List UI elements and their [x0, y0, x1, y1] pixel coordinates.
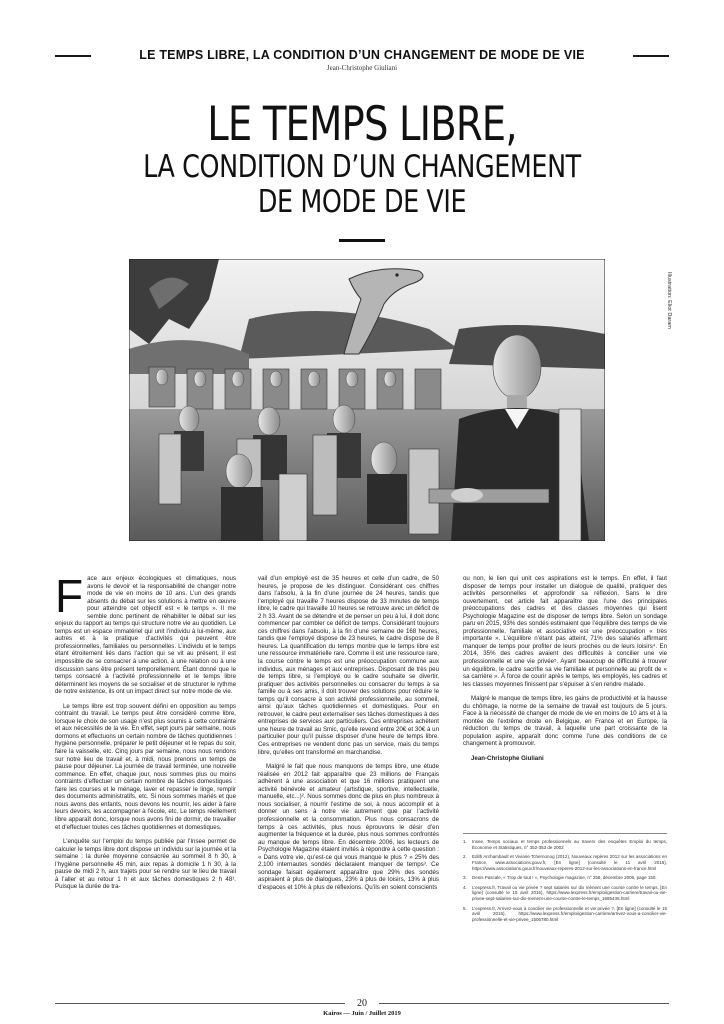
title-line-3: DE MODE DE VIE — [257, 184, 467, 220]
title-line-1: LE TEMPS LIBRE, — [207, 97, 517, 152]
footnotes-rule — [463, 833, 667, 834]
header-rule-left — [55, 55, 91, 57]
footnote: 1. Insee, Temps sociaux et temps professionnels au travers des enquêtes Emploi du temps, Économie et Statistiques, n° 352-353 de 2002 — [463, 839, 667, 850]
running-header — [55, 48, 669, 72]
article-column-2 — [258, 575, 439, 898]
drop-cap: F — [55, 570, 84, 622]
article-column-3 — [463, 575, 667, 926]
paragraph: ou non, le lien qui unit ces aspirations est le temps. En effet, il faut disposer de temps pour installer un dialogue de qualité, pratiquer des activités personnelles et approfondir sa réflexion. Sans le dire ouvertement, cet article fait apparaître que l’une des principales préoccupations des cadres et des classes moyennes qui lisent Psychologie Magazine est de disposer de temps libre. Selon un sondage paru en 2015, 93% des sondés estimaient que l’équilibre des temps de vie professionnelle, familiale et associative est une préoccupation « très importante ». L’équilibre n’étant pas atteint, 71% des salariés affirmant manquer de temps pour profiter de leurs proches ou de leurs loisirs⁴. En 2014, 35% des cadres avaient des difficultés à concilier une vie professionnelle et une vie privée⁵. Ayant beaucoup de difficulté à trouver un équilibre, le cadre sacrifie sa vie familiale et personnelle au profit de « sa carrière ». À force de courir après le temps, les employés, les cadres et les classes moyennes finissent par s’épuiser à s’en rendre malade. — [463, 575, 667, 688]
footnote: 2. Edith Archambault et Viviane Tchernonog (2012), Nouveaux repères 2012 sur les associations en France, www.associations.gouv.fr, [En ligne] (consulté le 11 avril 2016), https://www.associations.gouv.fr/nouveaux-reperes-2012-sur-les-associations-en-france.html — [463, 854, 667, 871]
running-title: LE TEMPS LIBRE, LA CONDITION D’UN CHANGEMENT DE MODE DE VIE — [139, 48, 585, 62]
page-footer — [55, 999, 669, 1017]
paragraph-text: ace aux enjeux écologiques et climatiques, nous avons le devoir et la responsabilité de changer notre mode de vie en moins de 10 ans. L’un des grands absents du débat sur les solutions à mettre en œuvre pour atteindre cet objectif est « le temps ». Il me semble donc pertinent de réhabiliter le débat sur les enjeux du rapport au temps qui structure notre vie au quotidien. Le temps est un espace immatériel qui unit l’individu à lui-même, aux autres et à la pratique d’activités qui peuvent être professionnelles, familiales ou personnelles. L’individu et le temps étant étroitement liés dans l’action qui se vit au présent, il est impossible de se consacrer à une action, à une relation ou à une discussion sans être présent temporellement. Étant donné que le temps consacré à l’activité professionnelle et le temps libre déterminent les moyens de se socialiser et de structurer le rythme de notre existence, ils ont un impact direct sur notre mode de vie. — [55, 575, 236, 696]
paragraph: L’enquête sur l’emploi du temps publiée par l’Insee permet de calculer le temps libre dont dispose un individu sur la journée et la semaine : la durée moyenne consacrée au sommeil 8 h 30, à l’hygiène personnelle 45 min, aux repas à domicile 1 h 30, à la pause de midi 2 h, aux trajets pour se rendre sur le lieu de travail à l’aller et au retour 1 h et aux tâches domestiques 2 h 48¹. Puisque la durée de tra- — [55, 838, 236, 891]
article-signature: Jean-Christophe Giuliani — [471, 755, 544, 763]
paragraph: Le temps libre est trop souvent défini en opposition au temps contraint du travail. Le temps peut être considéré comme libre, lorsque le choix de son usage n’est plus soumis à cette contrainte et aux nécessités de la vie. En effet, sept jours par semaine, nous dormons et effectuons un certain nombre de tâches quotidiennes : hygiène personnelle, préparer le petit déjeuner et le repas du soir, faire la vaisselle, etc. Cinq jours par semaine, nous nous rendons sur notre lieu de travail et, à midi, nous prenons un temps de pause pour déjeuner. La journée de travail terminée, une nouvelle commence. En effet, chaque jour, nous sommes plus ou moins contraints d’effectuer un certain nombre de tâches domestiques : faire les courses et le ménage, laver et repasser le linge, remplir des documents administratifs, etc. Si nous sommes mariés et que nous avons des enfants, nous devons les nourrir, les aider à faire leurs devoirs, les accompagner à l’école, etc. Le temps réellement libre apparaît donc, lorsque nous avons fini de dormir, de travailler et d’effectuer toutes ces tâches quotidiennes et domestiques. — [55, 702, 236, 831]
footnotes — [463, 839, 667, 922]
footer-rule-left — [55, 1003, 345, 1004]
footnote: 3. Denis Pascale, « Trop de tout ! », Psychologie magazine, n° 258, décembre 2006, page 150. — [463, 875, 657, 881]
footer-rule-right — [379, 1003, 669, 1004]
header-rule-right — [633, 55, 669, 57]
running-author: Jean-Christophe Giuliani — [326, 64, 398, 72]
title-line-2: LA CONDITION D’UN CHANGEMENT — [143, 149, 581, 185]
footnote: 5. L’express.fr, Arrivez-vous à concilier vie professionnelle et vie privée ?, [En ligne] (consulté le 15 avril 2016), https://www.lexpress.fr/emploi/gestion-carriere/arrivez-vous-a-concilier-vie-professionnelle-et-vie-privee_1506780.html — [463, 905, 667, 922]
paragraph: Malgré le manque de temps libre, les gains de productivité et la hausse du chômage, la norme de la semaine de travail est toujours de 5 jours. Face à la nécessité de changer de mode de vie en moins de 10 ans et à la montée de l’extrême droite en Belgique, en France et en Europe, la réduction du temps de travail, à laquelle une part croissante de la population aspire, apparaît donc comme l’une des conditions de ce changement à promouvoir. — [463, 695, 667, 748]
page-title — [40, 97, 684, 220]
paragraph: vail d’un employé est de 35 heures et celle d’un cadre, de 50 heures, je propose de les distinguer. Considérant ces chiffres dans l’absolu, à la fin d’une journée de 24 heures, tandis que l’employé qui travaille 7 heures dispose de 33 minutes de temps libre, le cadre qui travaille 10 heures se retrouve avec un déficit de 2 h 33. Avant de se détendre et de penser un peu à lui, il doit donc commencer par combler ce déficit de temps. Considérant toujours ces chiffres dans l’absolu, à la fin d’une semaine de 168 heures, tandis que l’employé dispose de 23 heures, le cadre dispose de 8 heures. La quantification du temps montre que le temps libre est une ressource immatérielle rare. Comme il est une ressource rare, la course contre le temps est une préoccupation commune aux individus, aux ménages et aux entreprises. Disposant de très peu de temps libre, si l’employé ou le cadre souhaite se divertir, pratiquer des activités personnelles ou consacrer du temps à sa famille ou à ses amis, il doit trouver des solutions pour réduire le temps qu’il consacre à son activité professionnelle, au sommeil, ainsi qu’aux tâches quotidiennes et domestiques. Pour en retrouver, le cadre peut externaliser ses tâches domestiques à des entreprises de services aux particuliers. Ces entreprises achètent une heure de travail au Smic, qu’elle revend entre 20€ et 30€ à un particulier pour qu’il puisse disposer d’une heure de temps libre. Ces entreprises ne vendent donc pas un service, mais du temps libre, qu’elles ont transformé en marchandise. — [258, 575, 439, 756]
page-number: 20 — [357, 998, 367, 1009]
paragraph: Malgré le fait que nous manquons de temps libre, une étude réalisée en 2012 fait apparaître que 23 millions de Français adhèrent à une association et que 16 millions pratiquent une activité bénévole et amateur (artistique, sportive, intellectuelle, manuelle, etc...)². Nous sommes donc de plus en plus nombreux à nous socialiser, à nourrir l’estime de soi, à nous accomplir et à donner un sens à notre vie autrement que par l’activité professionnelle et la consommation. Plus nous consacrons de temps à ces activités, plus nous éprouvons le désir d’en augmenter la fréquence et la durée, plus nous sommes confrontés au manque de temps libre. En décembre 2006, les lecteurs de Psychologie Magazine étaient invités à répondre à cette question : « Dans votre vie, qu’est-ce qui vous manque le plus ? » 25% des 2.100 internautes sondés déclaraient manquer de temps³. Ce sondage faisait également apparaître que 29% des sondés aspiraient à plus de dialogues, 23% à plus de loisirs, 13% à plus d’espaces et 10% à plus de réflexions. Qu’ils en soient conscients — [258, 763, 439, 891]
article-column-1 — [55, 570, 236, 898]
illustration-credit: Illustration: Eliot Daram — [666, 272, 672, 329]
title-dash — [339, 239, 385, 242]
article-illustration — [129, 259, 605, 541]
paragraph — [55, 570, 236, 696]
office-workers-illustration-icon — [129, 259, 605, 541]
footnote: 4. L’express.fr, Travail ou vie privée ? sept salariés sur dix mènent une course contre le temps, [En ligne] (consulté le 15 avril 2016), https://www.lexpress.fr/emploi/gestion-carriere/travail-ou-vie-privee-sept-salaries-sur-dix-menent-une-course-contre-le-temps_1685435.html — [463, 884, 667, 901]
publication-source: Kairos — Juin / Juillet 2019 — [323, 1010, 401, 1017]
